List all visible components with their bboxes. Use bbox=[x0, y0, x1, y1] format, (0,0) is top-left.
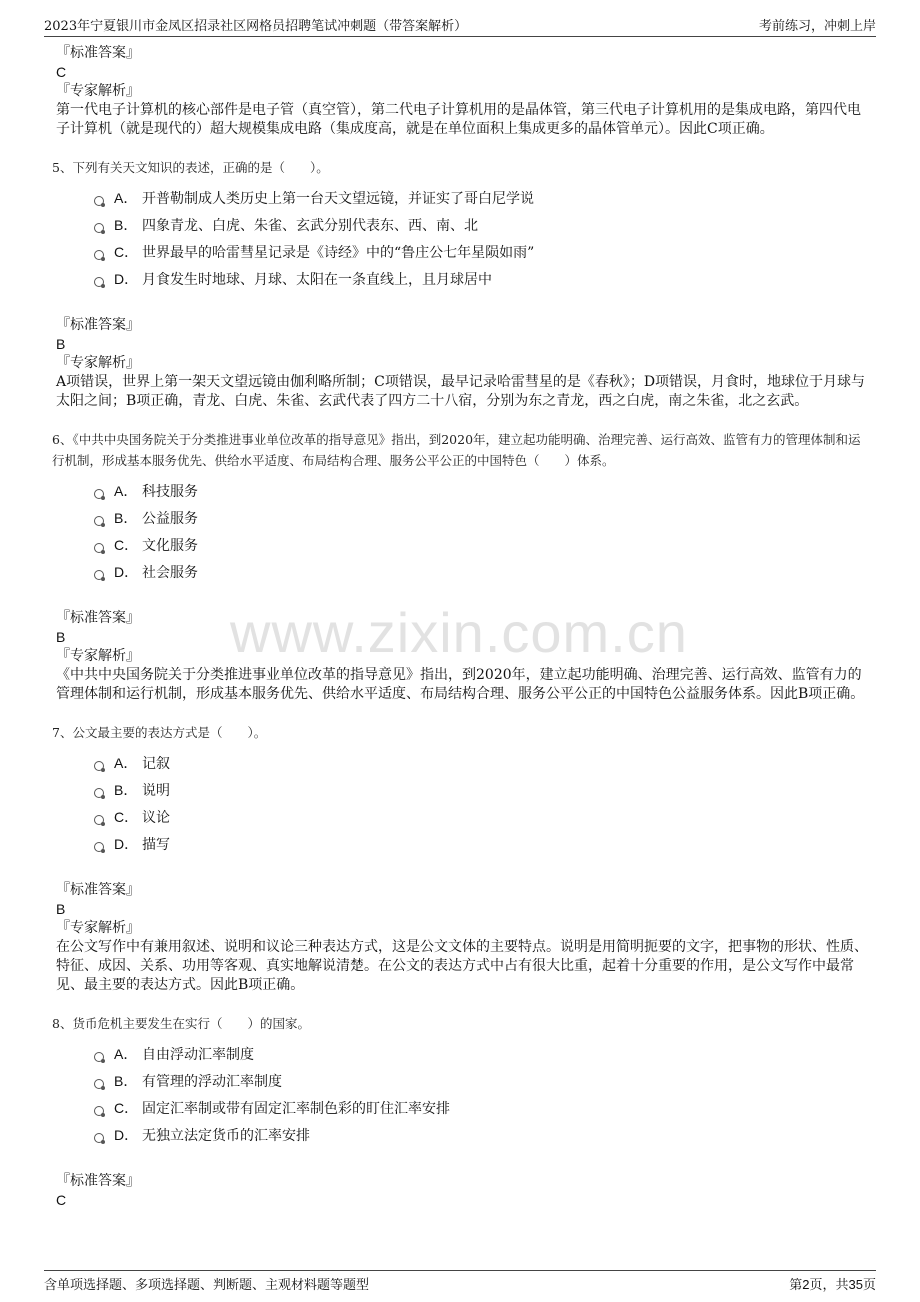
radio-button-icon[interactable] bbox=[94, 223, 104, 233]
option-item[interactable] bbox=[94, 477, 870, 504]
option-list bbox=[94, 1040, 870, 1148]
radio-button-icon[interactable] bbox=[94, 1106, 104, 1116]
radio-button-icon[interactable] bbox=[94, 543, 104, 553]
radio-button-icon[interactable] bbox=[94, 1133, 104, 1143]
option-letter: B． bbox=[114, 216, 138, 233]
option-list bbox=[94, 749, 870, 857]
analysis-text: 在公文写作中有兼用叙述、说明和议论三种表达方式，这是公文文体的主要特点。说明是用简明扼要的文字，把事物的形状、性质、特征、成因、关系、功用等客观、真实地解说清楚。在公文的表达方式中占有很大比重，起着十分重要的作用，是公文写作中最常见、最主要的表达方式。因此B项正确。 bbox=[56, 939, 868, 993]
footer-note: 含单项选择题、多项选择题、判断题、主观材料题等题型 bbox=[44, 1278, 370, 1293]
answer-label: 『标准答案』 bbox=[56, 45, 140, 61]
radio-button-icon[interactable] bbox=[94, 250, 104, 260]
analysis-text: 《中共中央国务院关于分类推进事业单位改革的指导意见》指出，到2020年，建立起功能明确、治理完善、运行高效、监管有力的管理体制和运行机制，形成基本服务优先、供给水平适度、布局结构合理、服务公平公正的中国特色公益服务体系。因此B项正确。 bbox=[56, 667, 865, 702]
option-text: 文化服务 bbox=[142, 537, 198, 554]
answer-label: 『标准答案』 bbox=[56, 882, 140, 898]
option-item[interactable] bbox=[94, 238, 870, 265]
radio-button-icon[interactable] bbox=[94, 815, 104, 825]
option-letter: B． bbox=[114, 781, 138, 798]
answer-block bbox=[56, 609, 870, 704]
radio-button-icon[interactable] bbox=[94, 1079, 104, 1089]
page-content bbox=[52, 44, 870, 1228]
option-letter: D． bbox=[114, 270, 139, 287]
option-text: 月食发生时地球、月球、太阳在一条直线上，且月球居中 bbox=[142, 271, 492, 288]
option-letter: A． bbox=[114, 482, 138, 499]
option-item[interactable] bbox=[94, 531, 870, 558]
analysis-label: 『专家解析』 bbox=[56, 83, 140, 99]
question-text: 《中共中央国务院关于分类推进事业单位改革的指导意见》指出，到2020年，建立起功能明确、治理完善、运行高效、监管有力的管理体制和运行机制，形成基本服务优先、供给水平适度、布局结构合理、服务公平公正的中国特色（ ）体系。 bbox=[52, 432, 861, 468]
option-item[interactable] bbox=[94, 211, 870, 238]
radio-button-icon[interactable] bbox=[94, 277, 104, 287]
option-letter: C． bbox=[114, 536, 139, 553]
option-text: 描写 bbox=[142, 836, 170, 853]
question-number: 8、 bbox=[52, 1016, 73, 1031]
option-list bbox=[94, 477, 870, 585]
option-text: 自由浮动汇率制度 bbox=[142, 1046, 254, 1063]
option-item[interactable] bbox=[94, 1121, 870, 1148]
option-item[interactable] bbox=[94, 1094, 870, 1121]
option-letter: A． bbox=[114, 189, 138, 206]
answer-value: B bbox=[56, 629, 66, 645]
option-item[interactable] bbox=[94, 1040, 870, 1067]
option-item[interactable] bbox=[94, 803, 870, 830]
answer-value: B bbox=[56, 336, 66, 352]
document-title: 2023年宁夏银川市金凤区招录社区网格员招聘笔试冲刺题（带答案解析） bbox=[44, 19, 468, 34]
header-slogan: 考前练习，冲刺上岸 bbox=[758, 19, 876, 34]
option-letter: C． bbox=[114, 1099, 139, 1116]
page-indicator: 第2页，共35页 bbox=[789, 1277, 876, 1293]
answer-label: 『标准答案』 bbox=[56, 317, 140, 333]
option-letter: C． bbox=[114, 243, 139, 260]
option-text: 固定汇率制或带有固定汇率制色彩的盯住汇率安排 bbox=[142, 1100, 450, 1117]
option-item[interactable] bbox=[94, 184, 870, 211]
analysis-label: 『专家解析』 bbox=[56, 648, 140, 664]
radio-button-icon[interactable] bbox=[94, 1052, 104, 1062]
option-item[interactable] bbox=[94, 749, 870, 776]
option-item[interactable] bbox=[94, 830, 870, 857]
option-list bbox=[94, 184, 870, 292]
radio-button-icon[interactable] bbox=[94, 842, 104, 852]
answer-value: C bbox=[56, 64, 67, 80]
question-number: 6、 bbox=[52, 432, 73, 447]
answer-label: 『标准答案』 bbox=[56, 1173, 140, 1189]
option-letter: B． bbox=[114, 509, 138, 526]
question-block bbox=[52, 1013, 870, 1210]
option-text: 公益服务 bbox=[142, 510, 198, 527]
option-letter: D． bbox=[114, 835, 139, 852]
watermark: www.zixin.com.cn bbox=[230, 601, 688, 664]
question-block bbox=[52, 429, 870, 704]
question-number: 5、 bbox=[52, 160, 73, 175]
analysis-label: 『专家解析』 bbox=[56, 920, 140, 936]
page-total: 35 bbox=[848, 1277, 863, 1292]
option-letter: B． bbox=[114, 1072, 138, 1089]
answer-block bbox=[56, 1172, 870, 1210]
option-text: 议论 bbox=[142, 809, 170, 826]
option-text: 世界最早的哈雷彗星记录是《诗经》中的“鲁庄公七年星陨如雨” bbox=[142, 244, 535, 261]
option-text: 四象青龙、白虎、朱雀、玄武分别代表东、西、南、北 bbox=[142, 217, 478, 234]
option-item[interactable] bbox=[94, 1067, 870, 1094]
option-text: 开普勒制成人类历史上第一台天文望远镜，并证实了哥白尼学说 bbox=[142, 190, 534, 207]
option-item[interactable] bbox=[94, 265, 870, 292]
radio-button-icon[interactable] bbox=[94, 196, 104, 206]
radio-button-icon[interactable] bbox=[94, 489, 104, 499]
radio-button-icon[interactable] bbox=[94, 761, 104, 771]
analysis-text: A项错误，世界上第一架天文望远镜由伽利略所制；C项错误，最早记录哈雷彗星的是《春秋》；D项错误，月食时，地球位于月球与太阳之间；B项正确，青龙、白虎、朱雀、玄武代表了四方二十八宿，分别为东之青龙，西之白虎，南之朱雀，北之玄武。 bbox=[56, 374, 866, 409]
option-letter: D． bbox=[114, 1126, 139, 1143]
analysis-text: 第一代电子计算机的核心部件是电子管（真空管），第二代电子计算机用的是晶体管，第三代电子计算机用的是集成电路，第四代电子计算机（就是现代的）超大规模集成电路（集成度高，就是在单位面积上集成更多的晶体管单元）。因此C项正确。 bbox=[56, 102, 861, 137]
option-letter: C． bbox=[114, 808, 139, 825]
page-header bbox=[44, 12, 876, 37]
question-list bbox=[52, 157, 870, 1210]
analysis-label: 『专家解析』 bbox=[56, 355, 140, 371]
answer-value: B bbox=[56, 901, 66, 917]
question-block bbox=[52, 722, 870, 995]
option-text: 社会服务 bbox=[142, 564, 198, 581]
radio-button-icon[interactable] bbox=[94, 516, 104, 526]
answer-value: C bbox=[56, 1192, 67, 1208]
option-text: 无独立法定货币的汇率安排 bbox=[142, 1127, 310, 1144]
radio-button-icon[interactable] bbox=[94, 570, 104, 580]
question-text: 公文最主要的表达方式是（ ）。 bbox=[72, 725, 267, 740]
option-letter: A． bbox=[114, 1045, 138, 1062]
option-text: 科技服务 bbox=[142, 483, 198, 500]
answer-label: 『标准答案』 bbox=[56, 610, 140, 626]
question-title bbox=[52, 722, 870, 743]
answer-block bbox=[56, 881, 870, 995]
option-item[interactable] bbox=[94, 504, 870, 531]
question-number: 7、 bbox=[52, 725, 73, 740]
option-letter: A． bbox=[114, 754, 138, 771]
answer-block bbox=[56, 316, 870, 411]
question-title bbox=[52, 1013, 870, 1034]
previous-question-answer bbox=[56, 44, 870, 139]
option-item[interactable] bbox=[94, 558, 870, 585]
option-text: 有管理的浮动汇率制度 bbox=[142, 1073, 282, 1090]
question-text: 货币危机主要发生在实行（ ）的国家。 bbox=[72, 1016, 310, 1031]
question-title bbox=[52, 429, 870, 471]
radio-button-icon[interactable] bbox=[94, 788, 104, 798]
question-title bbox=[52, 157, 870, 178]
page-number: 2 bbox=[802, 1277, 810, 1292]
option-item[interactable] bbox=[94, 776, 870, 803]
page-footer bbox=[44, 1270, 876, 1293]
question-block bbox=[52, 157, 870, 411]
option-letter: D． bbox=[114, 563, 139, 580]
question-text: 下列有关天文知识的表述，正确的是（ ）。 bbox=[72, 160, 329, 175]
option-text: 说明 bbox=[142, 782, 170, 799]
option-text: 记叙 bbox=[142, 755, 170, 772]
